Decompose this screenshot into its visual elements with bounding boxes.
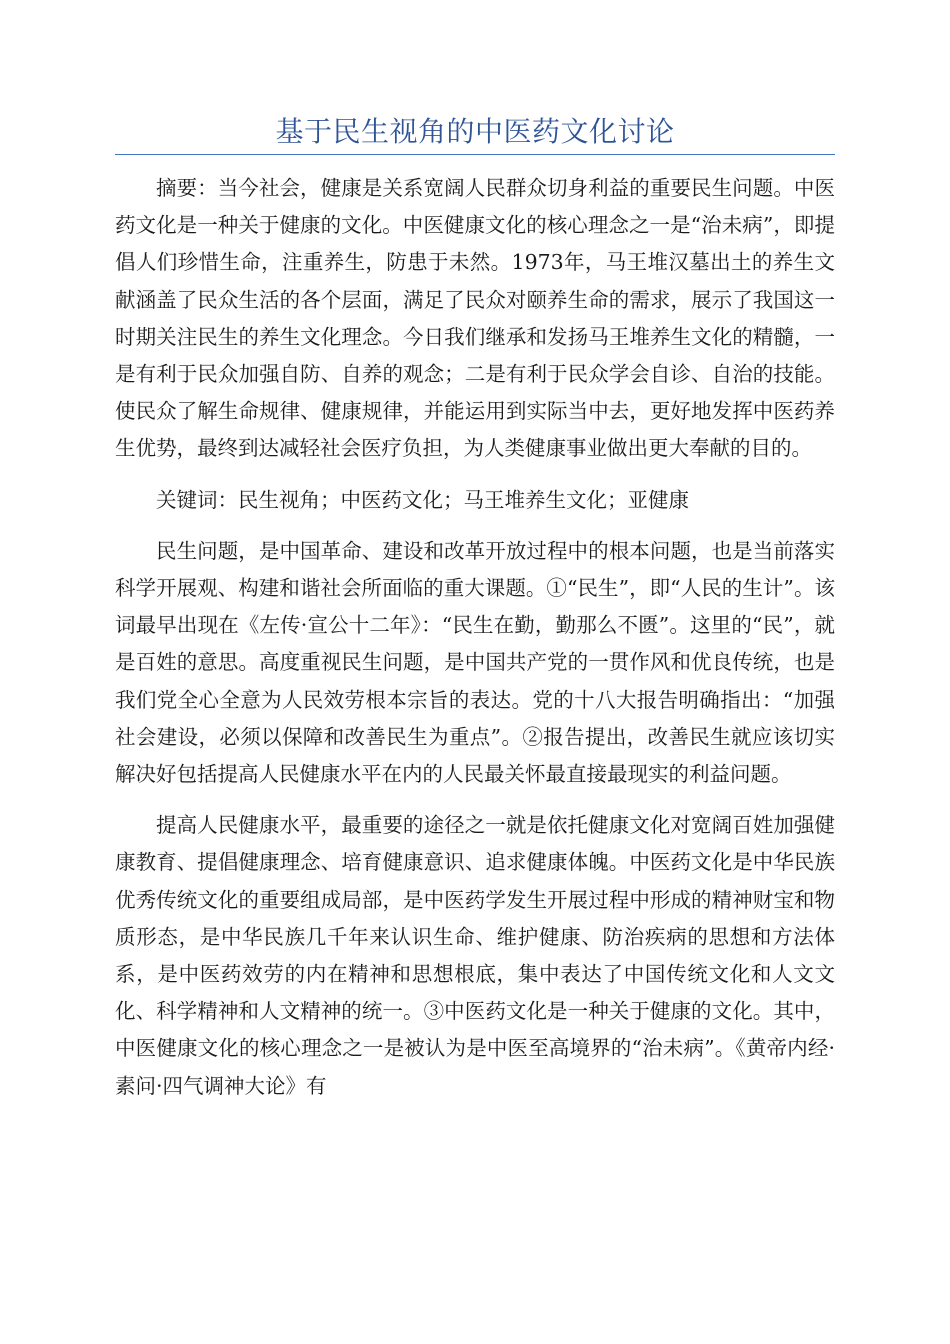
keywords-paragraph: 关键词：民生视角；中医药文化；马王堆养生文化；亚健康	[156, 487, 689, 512]
body-paragraph: 提高人民健康水平，最重要的途径之一就是依托健康文化对宽阔百姓加强健康教育、提倡健康理念、培育健康意识、追求健康体魄。中医药文化是中华民族优秀传统文化的重要组成局部，是中医药学发生开展过程中形成的精神财宝和物质形态，是中华民族几千年来认识生命、维护健康、防治疾病的思想和方法体系，是中医药效劳的内在精神和思想根底，集中表达了中国传统文化和人文文化、科学精神和人文精神的统一。③中医药文化是一种关于健康的文化。其中，中医健康文化的核心理念之一是被认为是中医至高境界的“治未病”。《黄帝内经·素问·四气调神大论》有	[115, 813, 835, 1098]
body-paragraph: 民生问题，是中国革命、建设和改革开放过程中的根本问题，也是当前落实科学开展观、构建和谐社会所面临的重大课题。①“民生”，即“人民的生计”。该词最早出现在《左传·宣公十二年》：“民生在勤，勤那么不匮”。这里的“民”，就是百姓的意思。高度重视民生问题，是中国共产党的一贯作风和优良传统，也是我们党全心全意为人民效劳根本宗旨的表达。党的十八大报告明确指出：“加强社会建设，必须以保障和改善民生为重点”。②报告提出，改善民生就应该切实解决好包括提高人民健康水平在内的人民最关怀最直接最现实的利益问题。	[115, 538, 835, 787]
abstract-paragraph: 摘要：当今社会，健康是关系宽阔人民群众切身利益的重要民生问题。中医药文化是一种关于健康的文化。中医健康文化的核心理念之一是“治未病”，即提倡人们珍惜生命，注重养生，防患于未然。1973年，马王堆汉墓出土的养生文献涵盖了民众生活的各个层面，满足了民众对颐养生命的需求，展示了我国这一时期关注民生的养生文化理念。今日我们继承和发扬马王堆养生文化的精髓，一是有利于民众加强自防、自养的观念；二是有利于民众学会自诊、自治的技能。使民众了解生命规律、健康规律，并能运用到实际当中去，更好地发挥中医药养生优势，最终到达减轻社会医疗负担，为人类健康事业做出更大奉献的目的。	[115, 176, 835, 461]
document-body	[115, 170, 835, 1119]
document-title: 基于民生视角的中医药文化讨论	[275, 115, 675, 148]
title-underline	[115, 154, 835, 155]
